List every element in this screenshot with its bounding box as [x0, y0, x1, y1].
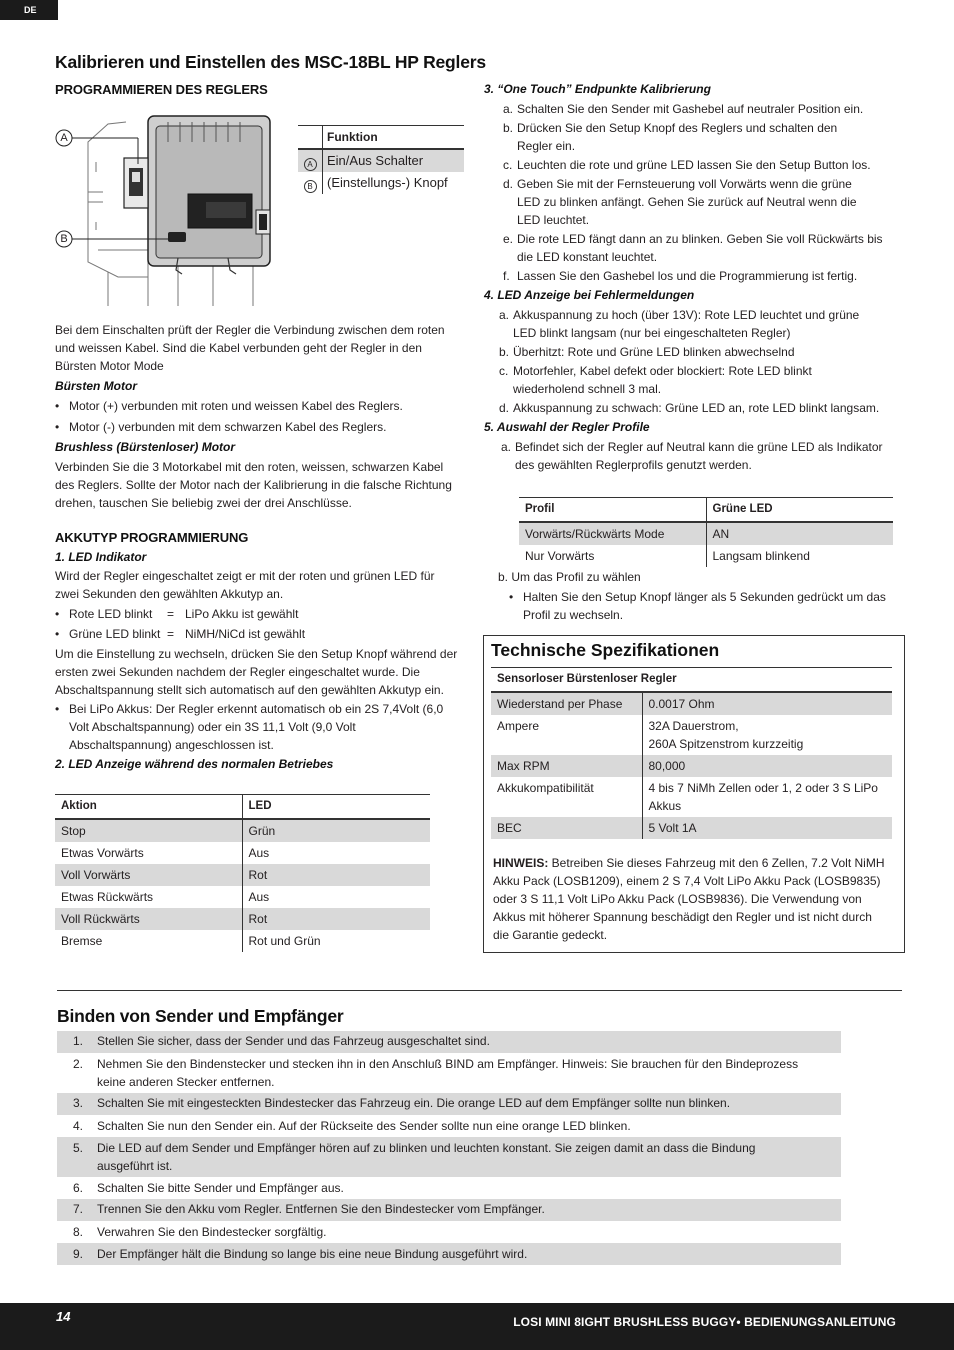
profile-table — [519, 497, 893, 567]
action-cell: Voll Vorwärts — [61, 868, 131, 883]
led-cell: Rot — [242, 908, 430, 930]
step-row: 4. Schalten Sie nun den Sender ein. Auf der Rückseite des Sender sollte nun eine orange LED blinken. — [73, 1119, 631, 1133]
led-cell: Aus — [242, 842, 430, 864]
step-row: 8. Verwahren Sie den Bindestecker sorgfältig. — [73, 1225, 327, 1239]
one-touch-list — [484, 100, 894, 285]
error-list — [484, 306, 894, 417]
led-cell: Aus — [242, 886, 430, 908]
profile-table-header — [519, 498, 893, 523]
action-cell: Voll Rückwärts — [61, 912, 140, 927]
spec-value: 80,000 — [642, 755, 892, 777]
list-item: c. Leuchten die rote und grüne LED lassen Sie den Setup Button los. — [503, 158, 871, 172]
section-divider — [57, 990, 902, 991]
profile-header: Profil — [519, 498, 706, 523]
akku-bullet-red-value: LiPo Akku ist gewählt — [185, 606, 299, 621]
table-row — [491, 817, 892, 839]
akku-bullet-red — [55, 605, 460, 623]
profile-item-b: b. Um das Profil zu wählen — [498, 570, 641, 584]
akku-bullet-red-label: Rote LED blinkt — [69, 606, 153, 621]
list-item: f. Lassen Sie den Gashebel los und die Programmierung ist fertig. — [503, 269, 858, 283]
brushless-text: Verbinden Sie die 3 Motorkabel mit den roten, weissen, schwarzen Kabel des Reglers. Sollte der Motor nach der Kalibrierung in die falsche Richtung drehen, tauschen Sie beliebig zwei der drei Anschlüsse. — [55, 460, 452, 510]
intro-text: Bei dem Einschalten prüft der Regler die Verbindung zwischen dem roten und weissen Kabel. Sind die Kabel verbunden geht der Regler in den Bürsten Motor Mode — [55, 323, 445, 373]
action-table-header — [55, 795, 430, 820]
right-column — [484, 80, 894, 474]
table-row — [55, 908, 430, 930]
callout-a: A — [60, 132, 68, 144]
note-label: HINWEIS: — [493, 856, 549, 870]
list-item: a. Schalten Sie den Sender mit Gashebel auf neutraler Position ein. — [503, 102, 864, 116]
spec-value: 5 Volt 1A — [642, 817, 892, 839]
list-item: b. Drücken Sie den Setup Knopf des Reglers und schalten den Regler ein. — [503, 121, 838, 153]
list-item: d. Geben Sie mit der Fernsteuerung voll Vorwärts wenn die grüne LED zu blinken anfängt. Gehen Sie zurück auf Neutral wenn die LED leuchtet. — [503, 177, 857, 227]
specs-box — [483, 635, 905, 953]
table-row — [491, 755, 892, 777]
binding-title: Binden von Sender und Empfänger — [57, 1006, 344, 1026]
footer-title: LOSI MINI 8IGHT BRUSHLESS BUGGY• BEDIENUNGSANLEITUNG — [513, 1315, 896, 1329]
spec-value: 0.0017 Ohm — [642, 692, 892, 715]
step-row: 6. Schalten Sie bitte Sender und Empfänger aus. — [73, 1181, 344, 1195]
action-cell: Bremse — [61, 934, 103, 949]
list-item: d. Akkuspannung zu schwach: Grüne LED an, rote LED blinkt langsam. — [499, 401, 880, 415]
spec-key: BEC — [497, 821, 522, 836]
table-row — [519, 522, 893, 545]
spec-value: 32A Dauerstrom, 260A Spitzenstrom kurzzeitig — [642, 715, 892, 755]
normal-operation-title: 2. LED Anzeige während des normalen Betriebes — [55, 756, 334, 771]
step-row: 9. Der Empfänger hält die Bindung so lange bis eine neue Bindung ausgeführt wird. — [57, 1243, 841, 1265]
table-row — [55, 819, 430, 842]
table-row — [519, 545, 893, 567]
specs-title: Technische Spezifikationen — [491, 640, 720, 660]
table-row — [55, 930, 430, 952]
brushed-title: Bürsten Motor — [55, 379, 137, 393]
step-row: 2. Nehmen Sie den Bindenstecker und stecken ihn in den Anschluß BIND am Empfänger. Hinweis: Sie brauchen für den Bindeprozess keine anderen Stecker entfernen. — [73, 1057, 799, 1089]
spec-value: 4 bis 7 NiMh Zellen oder 1, 2 oder 3 S LiPo Akkus — [642, 777, 892, 817]
green-led-header: Grüne LED — [706, 498, 893, 523]
brushed-bullet: • Motor (+) verbunden mit roten und weissen Kabel des Reglers. — [55, 397, 460, 415]
brushless-title: Brushless (Bürstenloser) Motor — [55, 440, 236, 454]
green-led-cell: AN — [706, 522, 893, 545]
action-led-table — [55, 794, 430, 952]
table-row — [55, 864, 430, 886]
esc-illustration — [48, 102, 290, 306]
profile-cell: Nur Vorwärts — [525, 549, 595, 564]
left-column — [55, 321, 460, 773]
function-table-header — [298, 126, 464, 150]
action-cell: Etwas Rückwärts — [61, 890, 154, 905]
spec-key: Akkukompatibilität — [497, 781, 594, 796]
specs-table-header — [491, 668, 892, 693]
one-touch-title: 3. “One Touch” Endpunkte Kalibrierung — [484, 82, 711, 96]
page-number: 14 — [56, 1309, 71, 1324]
list-item: b. Überhitzt: Rote und Grüne LED blinken abwechselnd — [499, 345, 795, 359]
akku-lipo-bullet: • Bei LiPo Akkus: Der Regler erkennt automatisch ob ein 2S 7,4Volt (6,0 Volt Abschaltspannung) oder ein 3S 11,1 Volt (9,0 Volt Abschaltspannung) angeschlossen ist. — [55, 700, 460, 754]
key-a: A — [304, 158, 317, 171]
error-title: 4. LED Anzeige bei Fehlermeldungen — [484, 288, 695, 302]
footer-bar — [0, 1303, 954, 1350]
profile-bullet: • Halten Sie den Setup Knopf länger als 5 Sekunden gedrückt um das Profil zu wechseln. — [509, 588, 894, 624]
function-row-text: (Einstellungs-) Knopf — [322, 172, 464, 194]
akku-bullet-green-value: NiMH/NiCd ist gewählt — [185, 626, 306, 641]
akku-change-text: Um die Einstellung zu wechseln, drücken Sie den Setup Knopf während der ersten zwei Sekunden nachdem der Regler eingeschaltet wurde. Die Abschaltspannung stellt sich automatisch auf den gewählten Akkutyp ein. — [55, 646, 458, 697]
akku-bullet-green — [55, 625, 460, 643]
main-title: Kalibrieren und Einstellen des MSC-18BL HP Reglers — [55, 52, 486, 72]
list-item: c. Motorfehler, Kabel defekt oder blockiert: Rote LED blinkt wiederholend schnell 3 mal. — [499, 364, 812, 396]
function-row — [298, 150, 464, 172]
led-indicator-text: Wird der Regler eingeschaltet zeigt er mit der roten und grünen LED für zwei Sekunden den gewählten Akkutyp an. — [55, 568, 435, 601]
specs-table — [491, 667, 892, 839]
binding-steps — [57, 1031, 841, 1265]
brushed-bullet: • Motor (-) verbunden mit dem schwarzen Kabel des Reglers. — [55, 418, 460, 436]
list-item: a. Akkuspannung zu hoch (über 13V): Rote LED leuchtet und grüne LED blinkt langsam (nur bei eingeschalteten Regler) — [499, 308, 860, 340]
esc-figure — [48, 102, 290, 306]
function-row-text: Ein/Aus Schalter — [322, 150, 464, 172]
table-row — [491, 715, 892, 755]
step-row: 3. Schalten Sie mit eingesteckten Bindestecker das Fahrzeug ein. Die orange LED auf dem Empfänger sollte nun blinken. — [57, 1093, 841, 1115]
function-row — [298, 172, 464, 194]
list-item: e. Die rote LED fängt dann an zu blinken. Geben Sie voll Rückwärts bis die LED konstant leuchtet. — [503, 232, 883, 264]
led-cell: Rot — [242, 864, 430, 886]
spec-key: Ampere — [497, 719, 540, 734]
akku-bullet-red-eq: = — [167, 606, 175, 621]
akku-bullet-green-label: Grüne LED blinkt — [69, 626, 161, 641]
step-row: 1. Stellen Sie sicher, dass der Sender und das Fahrzeug ausgeschaltet sind. — [57, 1031, 841, 1053]
akku-heading: AKKUTYP PROGRAMMIERUNG — [55, 530, 249, 545]
green-led-cell: Langsam blinkend — [706, 545, 893, 567]
specs-table-header-cell: Sensorloser Bürstenloser Regler — [491, 668, 892, 693]
key-b: B — [304, 180, 317, 193]
profile-select — [498, 568, 894, 624]
led-header: LED — [242, 795, 430, 820]
language-tab: DE — [0, 0, 58, 20]
spec-key: Max RPM — [497, 759, 550, 774]
led-cell: Rot und Grün — [242, 930, 430, 952]
step-row: 5. Die LED auf dem Sender und Empfänger hören auf zu blinken und leuchten konstant. Sie zeigen damit an dass die Bindung ausgeführt ist. — [57, 1137, 841, 1177]
programming-heading: PROGRAMMIEREN DES REGLERS — [55, 82, 268, 97]
table-row — [491, 692, 892, 715]
function-header: Funktion — [322, 126, 464, 148]
action-cell: Stop — [61, 824, 86, 839]
spec-key: Wiederstand per Phase — [497, 697, 623, 712]
specs-note — [493, 854, 891, 944]
callout-b: B — [60, 233, 68, 245]
led-cell: Grün — [242, 819, 430, 842]
table-row — [55, 842, 430, 864]
akku-bullet-green-eq: = — [167, 626, 175, 641]
note-text: Betreiben Sie dieses Fahrzeug mit den 6 Zellen, 7.2 Volt NiMH Akku Pack (LOSB1209), einem 2 S 7,4 Volt LiPo Akku Pack (LOSB9835) oder 3 S 11,1 Volt LiPo Akku Pack (LOSB9836). Die Verwendung von Akkus mit höherer Spannung beschädigt den Regler und ist nicht durch die Garantie gedeckt. — [493, 856, 885, 942]
list-item: a. Befindet sich der Regler auf Neutral kann die grüne LED als Indikator des gewählten Reglerprofils genutzt werden. — [501, 440, 883, 472]
table-row — [55, 886, 430, 908]
action-cell: Etwas Vorwärts — [61, 846, 144, 861]
step-row: 7. Trennen Sie den Akku vom Regler. Entfernen Sie den Bindestecker vom Empfänger. — [57, 1199, 841, 1221]
table-row — [491, 777, 892, 817]
profile-cell: Vorwärts/Rückwärts Mode — [525, 527, 665, 542]
action-header: Aktion — [55, 795, 242, 820]
function-table — [298, 125, 464, 194]
led-indicator-title: 1. LED Indikator — [55, 549, 147, 564]
profile-title: 5. Auswahl der Regler Profile — [484, 420, 650, 434]
